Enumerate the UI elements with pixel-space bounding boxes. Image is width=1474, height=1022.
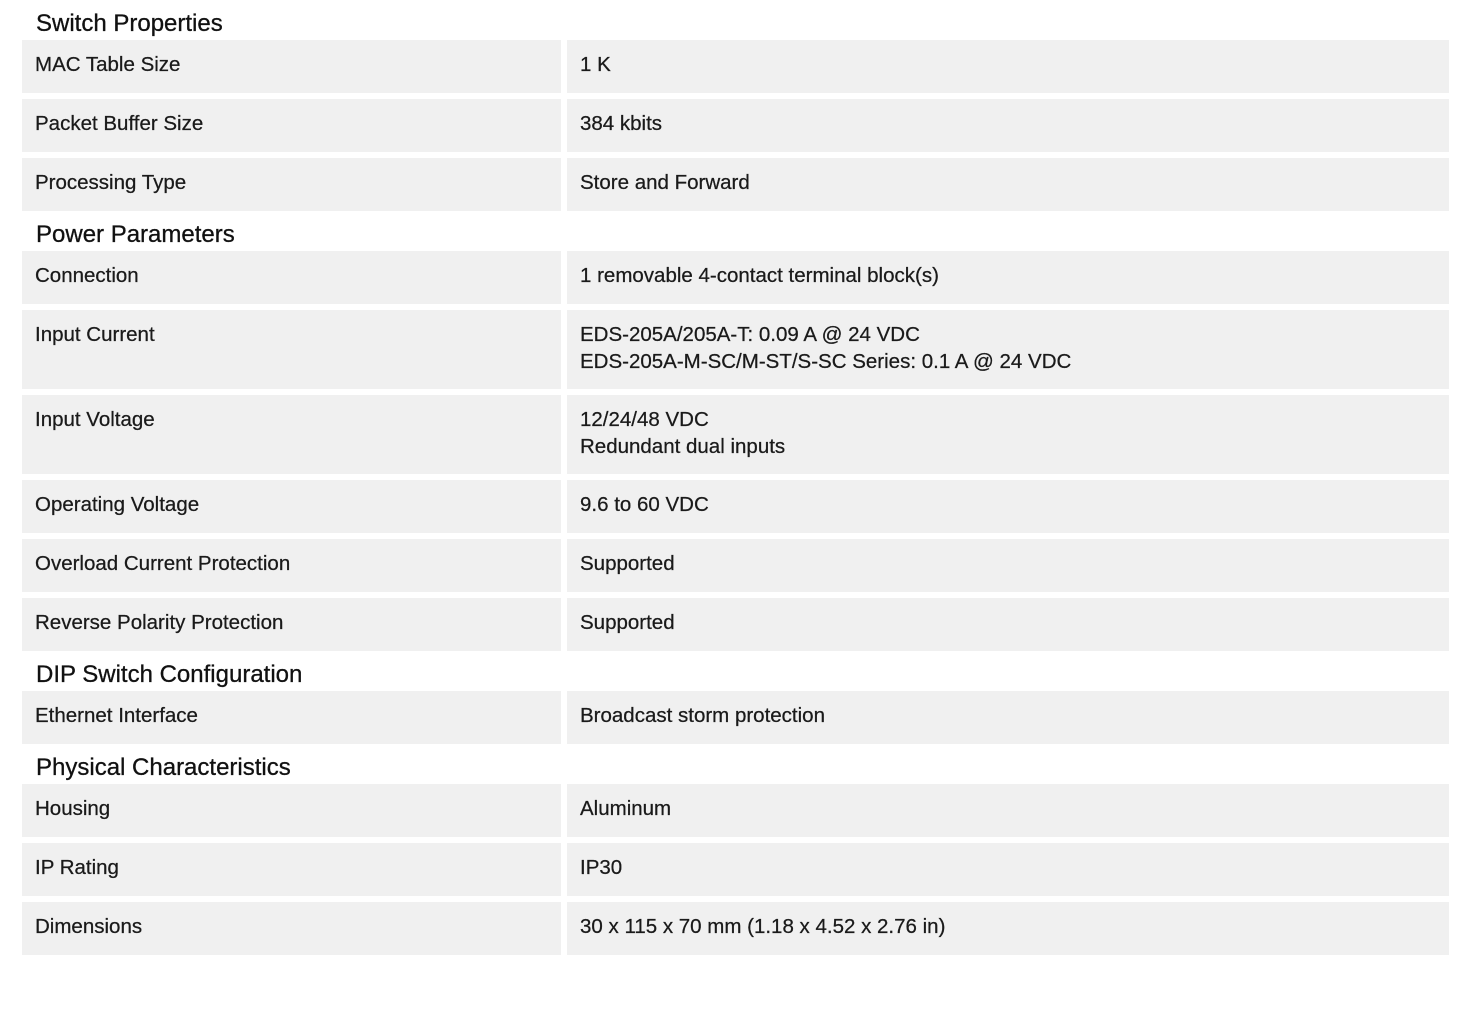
spec-label: Dimensions xyxy=(22,902,561,955)
section-title: DIP Switch Configuration xyxy=(36,661,303,688)
spec-value xyxy=(567,251,1449,304)
table-row xyxy=(22,310,1449,389)
spec-label: IP Rating xyxy=(22,843,561,896)
spec-value xyxy=(567,158,1449,211)
spec-value-line: 9.6 to 60 VDC xyxy=(580,493,709,516)
spec-label: Input Current xyxy=(22,310,561,389)
table-row xyxy=(22,251,1449,304)
spec-label: Overload Current Protection xyxy=(22,539,561,592)
section-title: Physical Characteristics xyxy=(36,754,291,781)
spec-value-line: Supported xyxy=(580,552,675,575)
spec-table xyxy=(22,251,1449,651)
spec-value-line: 1 removable 4-contact terminal block(s) xyxy=(580,264,939,287)
spec-section xyxy=(22,752,1449,955)
spec-value xyxy=(567,99,1449,152)
spec-value xyxy=(567,310,1449,389)
table-row xyxy=(22,40,1449,93)
table-row xyxy=(22,480,1449,533)
spec-value xyxy=(567,784,1449,837)
table-row xyxy=(22,99,1449,152)
table-row xyxy=(22,158,1449,211)
spec-label: Ethernet Interface xyxy=(22,691,561,744)
spec-value xyxy=(567,691,1449,744)
spec-section xyxy=(22,219,1449,651)
spec-table xyxy=(22,784,1449,955)
spec-value-line: EDS-205A-M-SC/M-ST/S-SC Series: 0.1 A @ 24 VDC xyxy=(580,350,1072,373)
spec-value-line: 1 K xyxy=(580,53,611,76)
spec-table xyxy=(22,40,1449,211)
spec-label: Housing xyxy=(22,784,561,837)
table-row xyxy=(22,395,1449,474)
spec-value xyxy=(567,843,1449,896)
table-row xyxy=(22,598,1449,651)
spec-value-line: Redundant dual inputs xyxy=(580,435,786,458)
spec-value xyxy=(567,395,1449,474)
spec-value xyxy=(567,902,1449,955)
spec-label: Reverse Polarity Protection xyxy=(22,598,561,651)
spec-label: MAC Table Size xyxy=(22,40,561,93)
spec-label: Operating Voltage xyxy=(22,480,561,533)
spec-value-line: 384 kbits xyxy=(580,112,663,135)
section-title: Switch Properties xyxy=(36,10,223,37)
spec-value xyxy=(567,598,1449,651)
table-row xyxy=(22,691,1449,744)
spec-label: Connection xyxy=(22,251,561,304)
spec-value xyxy=(567,40,1449,93)
spec-value-line: EDS-205A/205A-T: 0.09 A @ 24 VDC xyxy=(580,323,920,346)
spec-label: Packet Buffer Size xyxy=(22,99,561,152)
table-row xyxy=(22,902,1449,955)
spec-section xyxy=(22,8,1449,211)
spec-value xyxy=(567,480,1449,533)
spec-label: Input Voltage xyxy=(22,395,561,474)
spec-value xyxy=(567,539,1449,592)
table-row xyxy=(22,539,1449,592)
table-row xyxy=(22,784,1449,837)
spec-label: Processing Type xyxy=(22,158,561,211)
section-title: Power Parameters xyxy=(36,221,235,248)
spec-value-line: 12/24/48 VDC xyxy=(580,408,709,431)
spec-value-line: Broadcast storm protection xyxy=(580,704,825,727)
table-row xyxy=(22,843,1449,896)
spec-value-line: Supported xyxy=(580,611,675,634)
spec-table xyxy=(22,691,1449,744)
spec-value-line: Aluminum xyxy=(580,797,672,820)
spec-section xyxy=(22,659,1449,744)
spec-value-line: Store and Forward xyxy=(580,171,750,194)
spec-value-line: IP30 xyxy=(580,856,623,879)
spec-value-line: 30 x 115 x 70 mm (1.18 x 4.52 x 2.76 in) xyxy=(580,915,946,938)
